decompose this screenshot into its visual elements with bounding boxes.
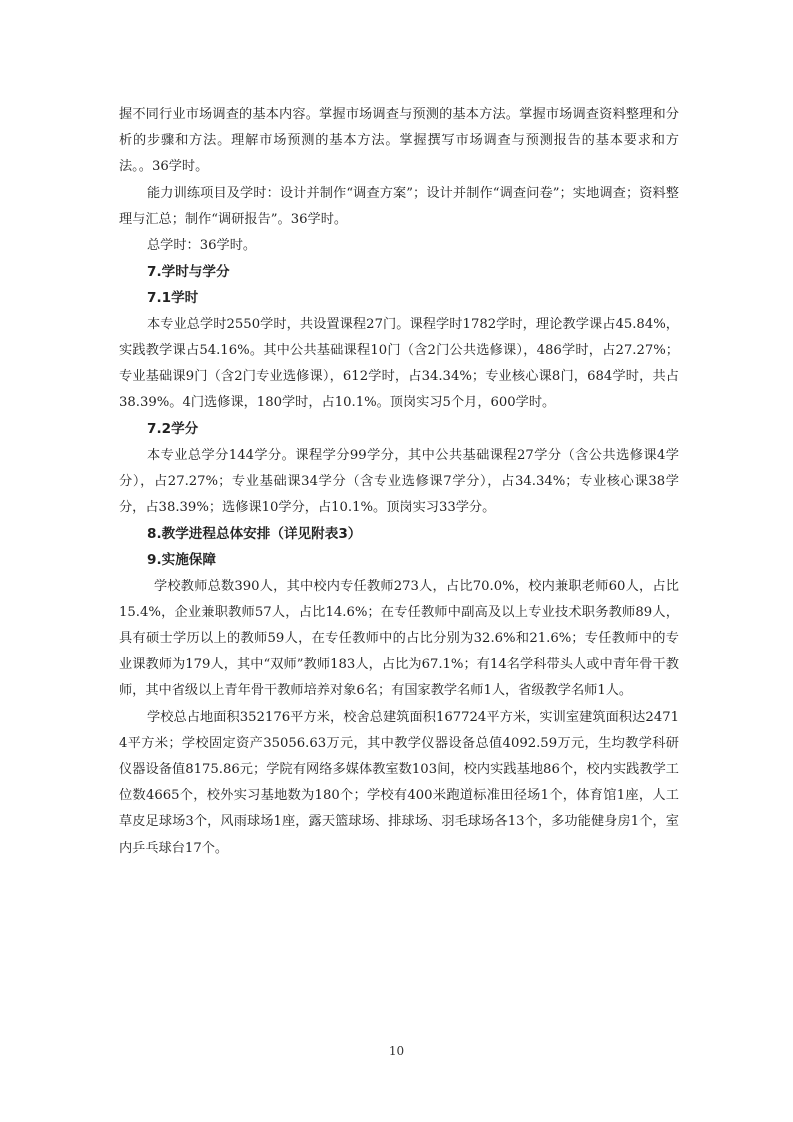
section-9-heading: 9.实施保障 bbox=[147, 552, 216, 569]
section-7-1-paragraph: 本专业总学时2550学时，共设置课程27门。课程学时1782学时，理论教学课占45.84%，实践教学课占54.16%。其中公共基础课程10门（含2门公共选修课），486学时，占27.27%；专业基础课9门（含2门专业选修课），612学时，占34.34%；专业核心课8门，684学时，共占38.39%。4门选修课，180学时，占10.1%。顶岗实习5个月，600学时。 bbox=[119, 316, 679, 411]
section-7-1-heading: 7.1学时 bbox=[147, 290, 199, 307]
intro-paragraph: 握不同行业市场调查的基本内容。掌握市场调查与预测的基本方法。掌握市场调查资料整理和分析的步骤和方法。理解市场预测的基本方法。掌握撰写市场调查与预测报告的基本要求和方法。。36学时。 bbox=[119, 107, 679, 175]
section-7-heading: 7.学时与学分 bbox=[147, 264, 230, 281]
section-8-heading: 8.教学进程总体安排（详见附表3） bbox=[147, 526, 362, 543]
section-9-facilities-paragraph: 学校总占地面积352176平方米，校舍总建筑面积167724平方米，实训室建筑面积达24714平方米；学校固定资产35056.63万元，其中教学仪器设备总值4092.59万元，生均教学科研仪器设备值8175.86元；学院有网络多媒体教室数103间，校内实践基地86个，校内实践教学工位数4665个，校外实习基地数为180个；学校有400米跑道标准田径场1个，体育馆1座，人工草皮足球场3个，风雨球场1座，露天篮球场、排球场、羽毛球场各13个，多功能健身房1个，室内乒乓球台17个。 bbox=[119, 709, 679, 856]
section-7-2-paragraph: 本专业总学分144学分。课程学分99学分，其中公共基础课程27学分（含公共选修课4学分），占27.27%；专业基础课34学分（含专业选修课7学分），占34.34%；专业核心课38学分，占38.39%；选修课10学分，占10.1%。顶岗实习33学分。 bbox=[119, 447, 679, 516]
section-9-teachers-paragraph: 学校教师总数390人，其中校内专任教师273人，占比70.0%，校内兼职老师60人，占比15.4%，企业兼职教师57人，占比14.6%；在专任教师中副高及以上专业技术职务教师89人，具有硕士学历以上的教师59人，在专任教师中的占比分别为32.6%和21.6%；专任教师中的专业课教师为179人，其中“双师”教师183人，占比为67.1%；有14名学科带头人或中青年骨干教师，其中省级以上青年骨干教师培养对象6名；有国家教学名师1人，省级教学名师1人。 bbox=[119, 578, 679, 699]
total-hours-paragraph: 总学时：36学时。 bbox=[147, 238, 257, 254]
page-body bbox=[119, 102, 679, 862]
page-number: 10 bbox=[388, 1044, 405, 1058]
ability-training-paragraph: 能力训练项目及学时：设计并制作“调查方案”；设计并制作“调查问卷”；实地调查；资料整理与汇总；制作“调研报告”。36学时。 bbox=[119, 185, 679, 227]
section-7-2-heading: 7.2学分 bbox=[147, 421, 199, 438]
